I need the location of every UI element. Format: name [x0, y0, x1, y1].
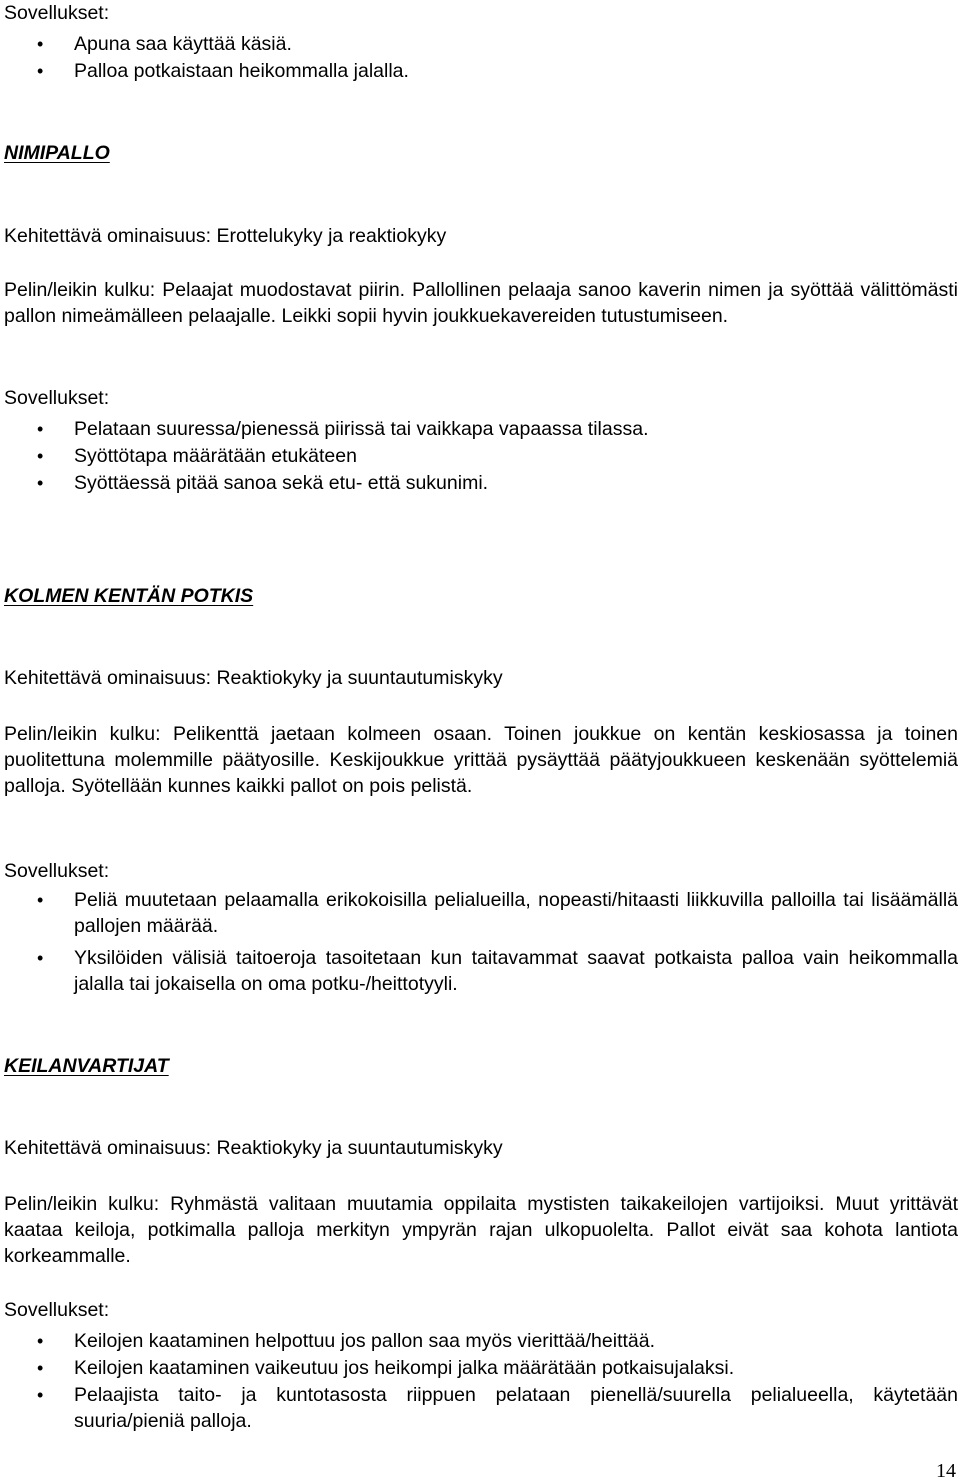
list-item: • Pelataan suuressa/pienessä piirissä tai vaikkapa vapaassa tilassa.: [37, 418, 649, 440]
list-item: • Peliä muutetaan pelaamalla erikokoisilla pelialueilla, nopeasti/hitaasti liikkuvilla palloilla tai lisäämällä pallojen määrää.: [37, 889, 958, 937]
list-item: • Yksilöiden välisiä taitoeroja tasoitetaan kun taitavammat saavat potkaista palloa vain heikommalla jalalla tai jokaisella on oma potku-/heittotyyli.: [37, 947, 958, 995]
section-flow: Pelin/leikin kulku: Ryhmästä valitaan muutamia oppilaita mystisten taikakeilojen vartijoiksi. Muut yrittävät kaataa keiloja, potkimalla palloja merkityn ympyrän rajan ulkopuolelta. Pallot eivät saa kohota lantiota korkeammalle.: [4, 1193, 958, 1267]
list-item: • Keilojen kaataminen vaikeutuu jos heikompi jalka määrätään potkaisujalaksi.: [37, 1357, 735, 1379]
list-item: • Syöttäessä pitää sanoa sekä etu- että sukunimi.: [37, 472, 489, 494]
intro-applications-label: Sovellukset:: [4, 2, 110, 24]
list-item: • Keilojen kaataminen helpottuu jos pallon saa myös vierittää/heittää.: [37, 1330, 656, 1352]
bullet-icon: •: [37, 473, 44, 493]
bullet-icon: •: [37, 890, 44, 910]
section-skill: Kehitettävä ominaisuus: Erottelukyky ja reaktiokyky: [4, 225, 447, 247]
bullet-icon: •: [37, 1331, 44, 1351]
section-applications-list: [0, 887, 958, 1003]
intro-applications-list: [0, 31, 958, 85]
bullet-icon: •: [37, 1358, 44, 1378]
page-number: 14: [936, 1460, 956, 1482]
section-applications-label: Sovellukset:: [4, 387, 110, 409]
section-skill: Kehitettävä ominaisuus: Reaktiokyky ja suuntautumiskyky: [4, 667, 503, 689]
section-applications-list: [0, 1328, 958, 1435]
section-title: KEILANVARTIJAT: [4, 1055, 169, 1077]
section-applications-label: Sovellukset:: [4, 1299, 110, 1321]
bullet-icon: •: [37, 446, 44, 466]
bullet-icon: •: [37, 34, 44, 54]
bullet-icon: •: [37, 419, 44, 439]
bullet-icon: •: [37, 1385, 44, 1405]
section-title: KOLMEN KENTÄN POTKIS: [4, 585, 254, 607]
list-item: • Apuna saa käyttää käsiä.: [37, 33, 292, 55]
bullet-icon: •: [37, 61, 44, 81]
list-item: • Palloa potkaistaan heikommalla jalalla.: [37, 60, 409, 82]
list-item: • Syöttötapa määrätään etukäteen: [37, 445, 357, 467]
section-skill: Kehitettävä ominaisuus: Reaktiokyky ja suuntautumiskyky: [4, 1137, 503, 1159]
bullet-icon: •: [37, 948, 44, 968]
list-item: • Pelaajista taito- ja kuntotasosta riippuen pelataan pienellä/suurella pelialueella, käytetään suuria/pieniä palloja.: [37, 1384, 958, 1432]
section-title: NIMIPALLO: [4, 142, 110, 164]
section-flow: Pelin/leikin kulku: Pelikenttä jaetaan kolmeen osaan. Toinen joukkue on kentän keskiosassa ja toinen puolitettuna molemmille päätyosille. Keskijoukkue yrittää pysäyttää päätyjoukkueen keskenään syöttelemiä palloja. Syötellään kunnes kaikki pallot on pois pelistä.: [4, 723, 958, 797]
section-applications-list: [0, 416, 958, 497]
section-applications-label: Sovellukset:: [4, 860, 110, 882]
section-flow: Pelin/leikin kulku: Pelaajat muodostavat piirin. Pallollinen pelaaja sanoo kaverin nimen ja syöttää välittömästi pallon nimeämälleen pelaajalle. Leikki sopii hyvin joukkuekavereiden tutustumiseen.: [4, 279, 958, 327]
